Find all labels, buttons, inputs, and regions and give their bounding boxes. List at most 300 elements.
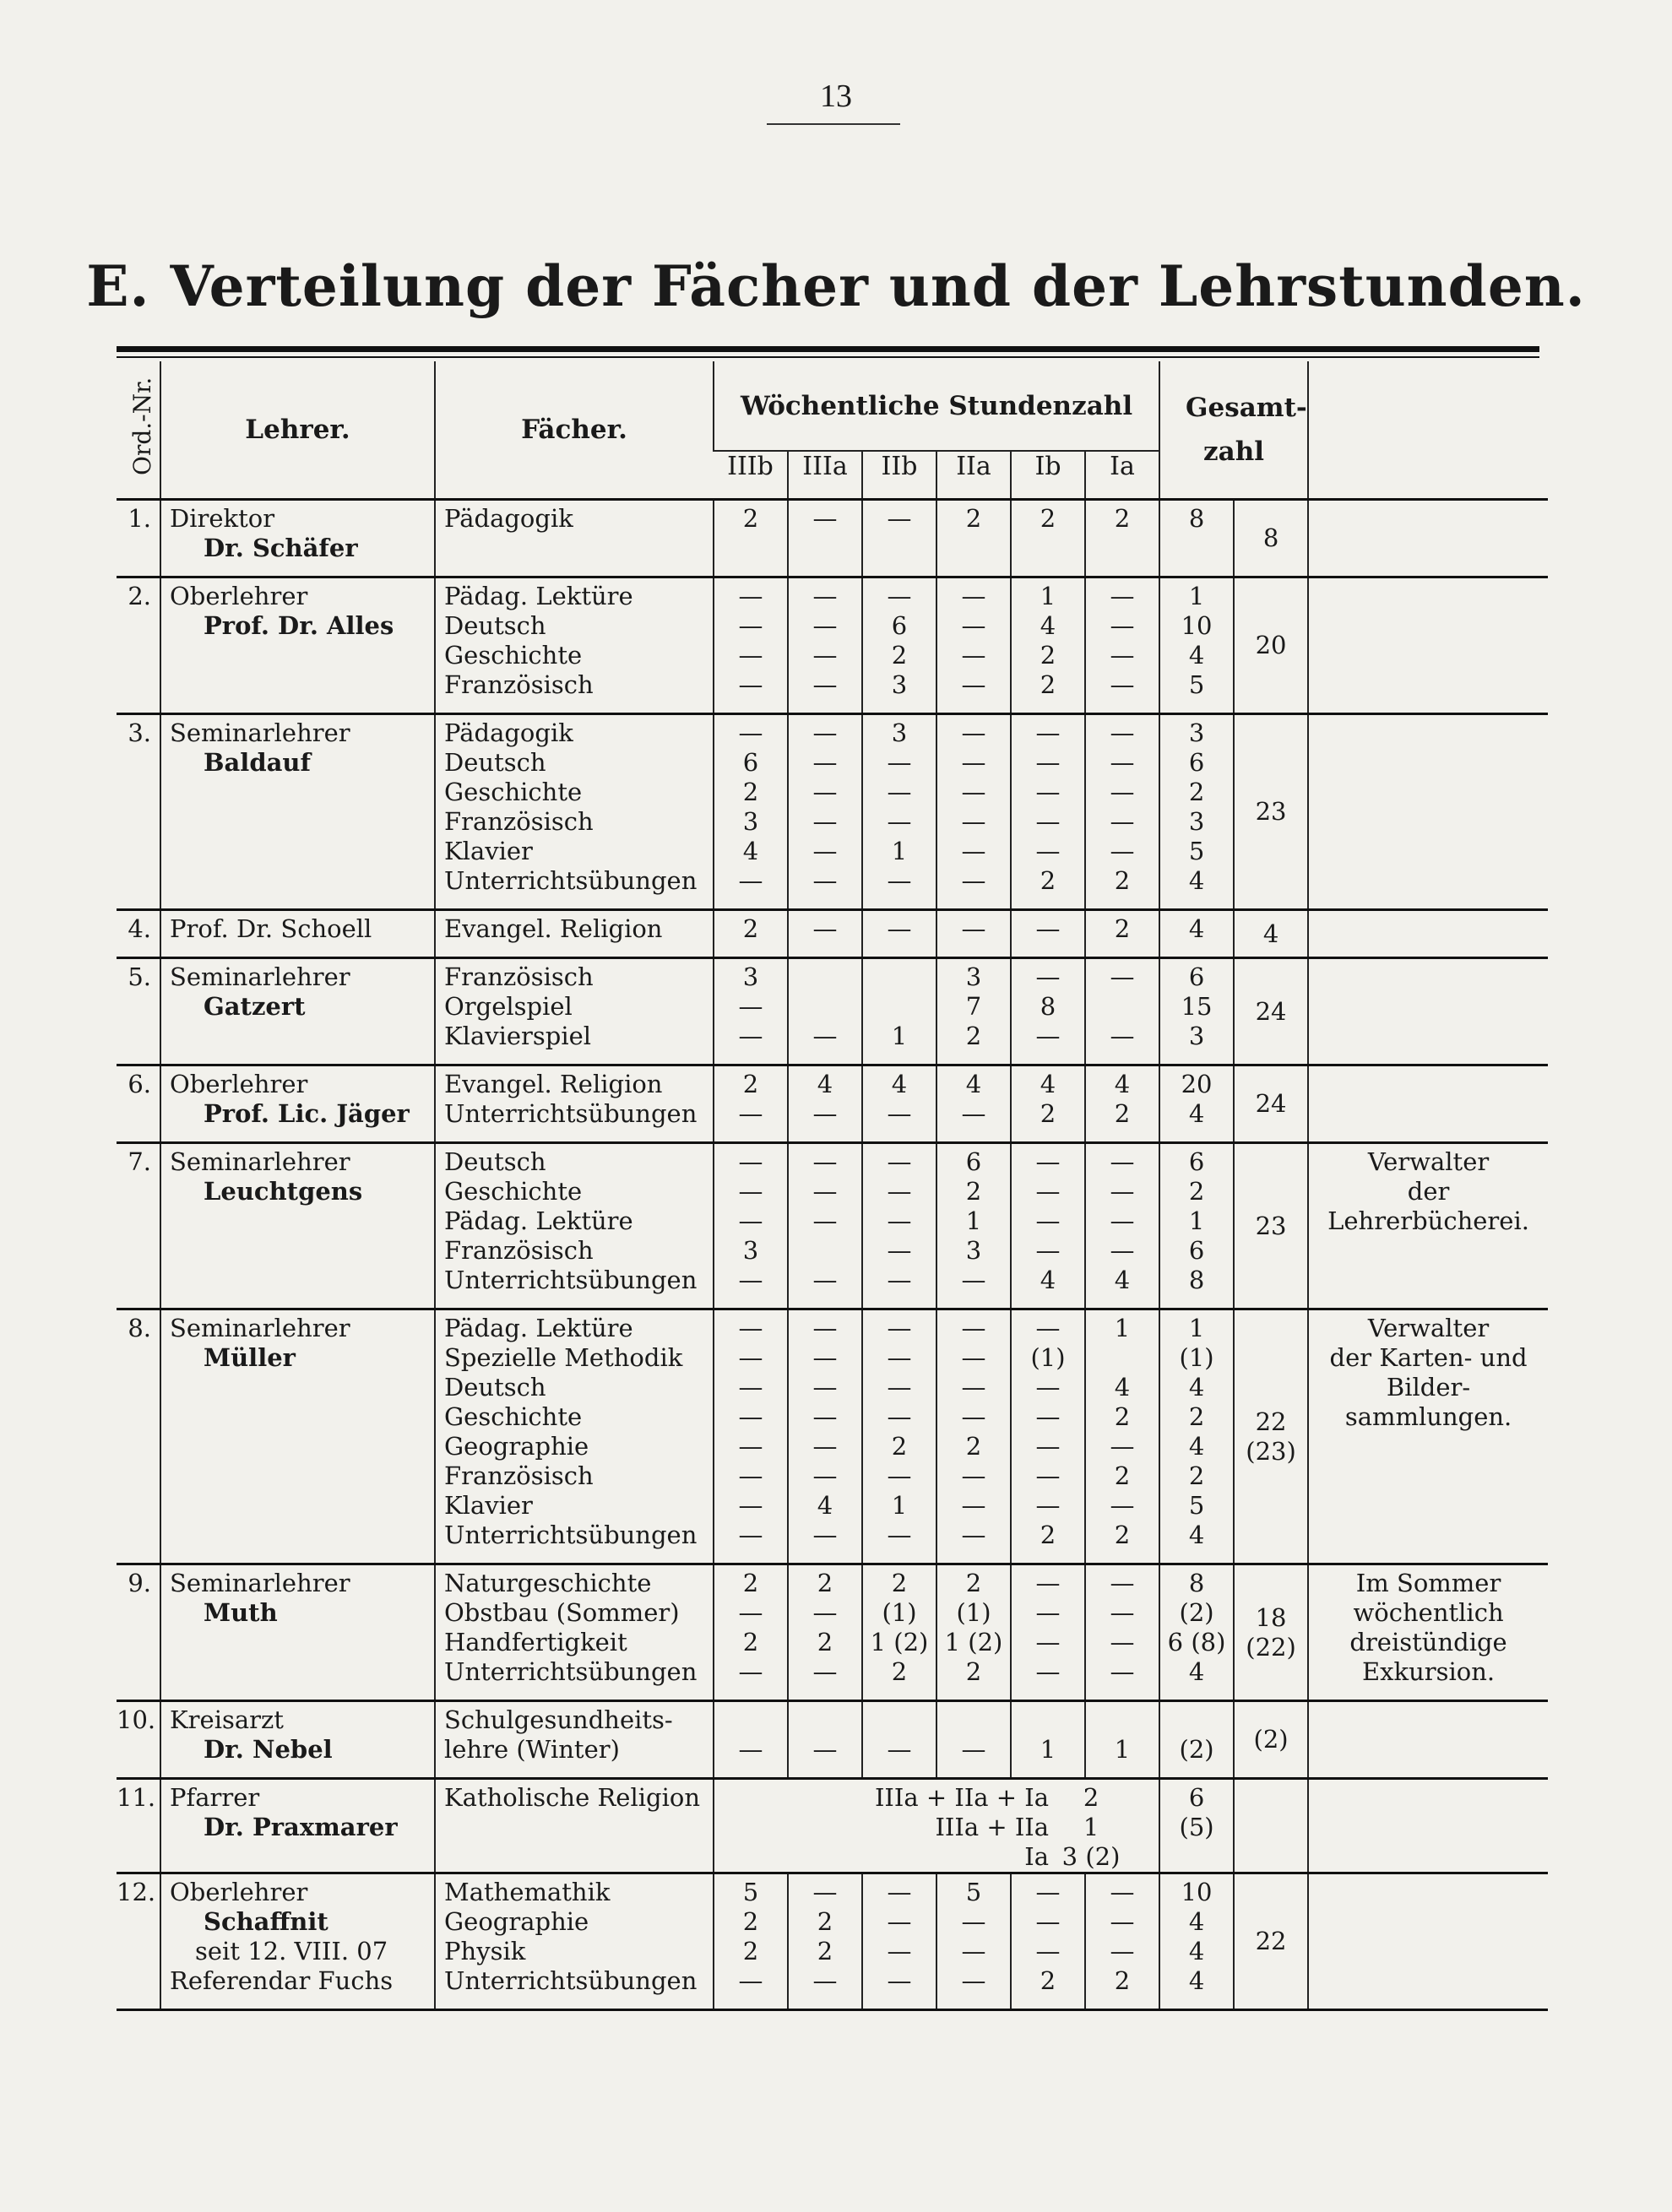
hours-line: 2	[742, 1628, 759, 1656]
hours-line: 1	[1040, 1735, 1056, 1764]
row-number: 1.	[117, 500, 160, 577]
hours-line: 4	[1040, 1070, 1056, 1098]
hours-line: —	[738, 1735, 763, 1764]
hours-line: —	[1110, 807, 1135, 836]
teacher-cell	[160, 1564, 435, 1701]
hours-line: —	[961, 1266, 986, 1294]
hours-line: —	[887, 1402, 912, 1431]
sum-line: 3	[1188, 718, 1205, 747]
hours-line: —	[887, 1314, 912, 1342]
hours-line: 2	[1040, 866, 1056, 895]
subject-line: Handfertigkeit	[444, 1628, 627, 1656]
hours-line: —	[961, 582, 986, 610]
hours-cell-IIIb	[714, 1309, 788, 1564]
hours-line: —	[887, 914, 912, 943]
hours-line: 2	[742, 1569, 759, 1597]
total-cell	[1234, 1065, 1308, 1143]
hours-line: 1	[891, 837, 908, 865]
hours-cell-Ib	[1011, 500, 1085, 577]
combined-hours-line	[714, 1842, 1133, 1872]
hours-line: —	[812, 1521, 838, 1549]
hours-cell-Ib	[1011, 1143, 1085, 1309]
hours-line: 2	[742, 1937, 759, 1965]
hours-cell-IIb	[862, 1309, 936, 1564]
hours-line: —	[812, 1099, 838, 1128]
sum-line: 4	[1188, 1373, 1205, 1401]
remark-line: Im Sommer	[1355, 1569, 1501, 1597]
remark-line: der Karten- und	[1329, 1343, 1528, 1372]
hours-cell-IIb	[862, 1143, 936, 1309]
hours-line: —	[812, 1402, 838, 1431]
hours-line: —	[738, 1402, 763, 1431]
teacher-line: Seminarlehrer	[170, 1569, 350, 1597]
remark-line: Verwalter	[1367, 1314, 1490, 1342]
total-cell	[1234, 910, 1308, 958]
total-value: 24	[1255, 996, 1287, 1026]
hours-line: —	[1110, 1147, 1135, 1176]
hours-line: —	[1110, 962, 1135, 991]
teacher-line: Pfarrer	[170, 1783, 260, 1812]
hours-line: —	[812, 504, 838, 533]
remark-line: dreistündige	[1349, 1628, 1507, 1656]
sum-line: 2	[1188, 1461, 1205, 1490]
sum-line: 5	[1188, 670, 1205, 699]
subject-line: Evangel. Religion	[444, 1070, 663, 1098]
hours-line: 2	[965, 1569, 982, 1597]
hours-line: —	[1035, 1628, 1061, 1656]
hours-cell-IIIb	[714, 958, 788, 1065]
total-cell	[1234, 1564, 1308, 1701]
subject-line: lehre (Winter)	[444, 1735, 620, 1764]
hours-line: —	[738, 1432, 763, 1461]
hours-line: —	[961, 1402, 986, 1431]
hours-line: —	[1110, 1569, 1135, 1597]
hours-cell-IIIa	[788, 1701, 862, 1779]
hours-line: —	[887, 1521, 912, 1549]
total-value: 20	[1255, 631, 1287, 659]
header-ord-nr: Ord.-Nr.	[128, 377, 156, 475]
hours-line: —	[1110, 1878, 1135, 1906]
combined-hours-line	[714, 1783, 1133, 1813]
teacher-cell	[160, 1701, 435, 1779]
hours-line: 2	[742, 778, 759, 806]
sum-line: 4	[1188, 641, 1205, 670]
hours-line	[863, 992, 936, 1022]
row-number: 5.	[117, 958, 160, 1065]
hours-cell-Ib	[1011, 1309, 1085, 1564]
remark-line: Bilder-	[1386, 1373, 1471, 1401]
hours-line: —	[961, 1461, 986, 1490]
hours-line: —	[887, 1177, 912, 1206]
hours-line: 7	[965, 992, 982, 1021]
subject-line: Französisch	[444, 670, 594, 699]
table-row	[117, 910, 1548, 958]
hours-line	[1012, 1705, 1084, 1735]
hours-line: 2	[1040, 670, 1056, 699]
hours-line: —	[1035, 1206, 1061, 1235]
subject-line: Französisch	[444, 807, 594, 836]
remark-cell	[1308, 500, 1548, 577]
hours-cell-Ia	[1085, 1065, 1159, 1143]
subject-line: Unterrichtsübungen	[444, 1521, 698, 1549]
sum-line: 8	[1188, 1266, 1205, 1294]
hours-line: 4	[891, 1070, 908, 1098]
hours-line: 3	[742, 1236, 759, 1265]
subject-line: Naturgeschichte	[444, 1569, 652, 1597]
teacher-cell	[160, 1873, 435, 2010]
sum-cell	[1159, 577, 1234, 714]
hours-line: —	[887, 582, 912, 610]
total-value: 22	[1255, 1407, 1287, 1436]
teacher-line: Oberlehrer	[170, 1878, 308, 1906]
hours-line: 4	[1040, 611, 1056, 640]
table-row	[117, 1143, 1548, 1309]
hours-line: —	[1110, 1907, 1135, 1936]
subjects-cell	[435, 500, 714, 577]
subject-line: Obstbau (Sommer)	[444, 1598, 680, 1627]
sum-line: 4	[1188, 914, 1205, 943]
total-value: 22	[1255, 1927, 1287, 1955]
hours-cell-Ia	[1085, 910, 1159, 958]
hours-line: —	[1035, 807, 1061, 836]
sum-line: 2	[1188, 1177, 1205, 1206]
remark-line: wöchentlich	[1353, 1598, 1504, 1627]
hours-line: —	[1110, 611, 1135, 640]
subject-line: Deutsch	[444, 1147, 546, 1176]
teacher-line: Kreisarzt	[170, 1705, 284, 1734]
row-number: 2.	[117, 577, 160, 714]
page-number: 13	[820, 79, 852, 114]
sum-line: 4	[1188, 1099, 1205, 1128]
total-value: (2)	[1253, 1725, 1289, 1754]
hours-line: 2	[1040, 1966, 1056, 1995]
hours-line: 1	[1114, 1735, 1131, 1764]
subject-line: Geographie	[444, 1907, 589, 1936]
sum-line: 1	[1188, 1206, 1205, 1235]
teacher-line: Schaffnit	[204, 1907, 328, 1936]
teacher-line: Oberlehrer	[170, 582, 308, 610]
sum-cell	[1159, 1779, 1234, 1873]
hours-line: —	[1035, 914, 1061, 943]
hours-line: 1	[965, 1206, 982, 1235]
subjects-cell	[435, 1873, 714, 2010]
hours-line: —	[1110, 641, 1135, 670]
teacher-cell	[160, 577, 435, 714]
page-number-rule	[767, 123, 900, 125]
hours-line: —	[887, 1735, 912, 1764]
table-row	[117, 1309, 1548, 1564]
remark-cell	[1308, 1873, 1548, 2010]
combined-classes: Ia	[1024, 1842, 1050, 1871]
hours-cell-Ib	[1011, 910, 1085, 958]
sum-line: 8	[1188, 1569, 1205, 1597]
hours-cell-IIIa	[788, 1065, 862, 1143]
hours-line: 4	[1114, 1070, 1131, 1098]
hours-cell-Ia	[1085, 714, 1159, 910]
hours-cell-IIIb	[714, 1143, 788, 1309]
sum-line: 2	[1188, 1402, 1205, 1431]
hours-line: —	[812, 1266, 838, 1294]
hours-line: —	[961, 1314, 986, 1342]
hours-cell-Ia	[1085, 1309, 1159, 1564]
header-class-Ia: Ia	[1085, 451, 1159, 500]
hours-line: (1)	[956, 1598, 991, 1627]
sum-line: 6	[1188, 1236, 1205, 1265]
hours-line: —	[1035, 748, 1061, 777]
teacher-line: Müller	[204, 1343, 296, 1372]
table-row	[117, 1564, 1548, 1701]
subject-line: Unterrichtsübungen	[444, 1266, 698, 1294]
hours-line	[1086, 1705, 1159, 1735]
sum-line: 6	[1188, 748, 1205, 777]
sum-cell	[1159, 1873, 1234, 2010]
hours-cell-IIIb	[714, 910, 788, 958]
sum-cell	[1159, 958, 1234, 1065]
subject-line: Unterrichtsübungen	[444, 1966, 698, 1995]
hours-line: 4	[742, 837, 759, 865]
subject-line: Schulgesundheits-	[444, 1705, 673, 1734]
hours-line: —	[812, 611, 838, 640]
hours-line: —	[812, 718, 838, 747]
teacher-line: Seminarlehrer	[170, 1314, 350, 1342]
hours-line: —	[1035, 1878, 1061, 1906]
hours-line: —	[1035, 1177, 1061, 1206]
hours-line: 2	[965, 504, 982, 533]
sum-cell	[1159, 1143, 1234, 1309]
remark-cell	[1308, 1143, 1548, 1309]
hours-cell-IIa	[936, 1309, 1011, 1564]
hours-line: —	[738, 1373, 763, 1401]
hours-cell-IIb	[862, 910, 936, 958]
sum-line: 4	[1188, 1657, 1205, 1686]
hours-line: 2	[1040, 1521, 1056, 1549]
sum-line: 6	[1188, 1147, 1205, 1176]
hours-line: 4	[1114, 1373, 1131, 1401]
table-row	[117, 577, 1548, 714]
hours-line: —	[738, 1147, 763, 1176]
combined-hours-line	[714, 1813, 1133, 1842]
hours-cell-Ib	[1011, 714, 1085, 910]
hours-line: —	[1035, 1937, 1061, 1965]
hours-line	[789, 962, 861, 992]
hours-line: 2	[1114, 1521, 1131, 1549]
header-class-Ib: Ib	[1011, 451, 1085, 500]
remark-cell	[1308, 714, 1548, 910]
hours-line: —	[812, 866, 838, 895]
hours-line: 6	[965, 1147, 982, 1176]
row-number: 10.	[117, 1701, 160, 1779]
hours-cell-IIIb	[714, 577, 788, 714]
hours-cell-IIa	[936, 714, 1011, 910]
hours-line: —	[738, 1099, 763, 1128]
hours-line: —	[812, 1147, 838, 1176]
teacher-line: Dr. Nebel	[204, 1735, 333, 1764]
remark-cell	[1308, 958, 1548, 1065]
hours-cell-IIb	[862, 1065, 936, 1143]
combined-classes: IIIa + IIa + Ia	[874, 1783, 1050, 1812]
total-cell	[1234, 1873, 1308, 2010]
hours-line: —	[1035, 1373, 1061, 1401]
hours-line: —	[738, 1343, 763, 1372]
table-row	[117, 1873, 1548, 2010]
hours-cell-IIIa	[788, 1873, 862, 2010]
hours-line: —	[1110, 582, 1135, 610]
total-value-alt: (22)	[1246, 1632, 1296, 1662]
teacher-line: Seminarlehrer	[170, 718, 350, 747]
hours-line: —	[1110, 778, 1135, 806]
hours-line: —	[961, 1373, 986, 1401]
hours-line: 4	[1114, 1266, 1131, 1294]
subject-line: Pädag. Lektüre	[444, 1206, 633, 1235]
hours-cell-IIIa	[788, 1309, 862, 1564]
hours-cell-IIIa	[788, 500, 862, 577]
header-total: Gesamt- zahl	[1159, 361, 1308, 500]
row-number: 3.	[117, 714, 160, 910]
hours-cell-IIIb	[714, 500, 788, 577]
subject-line: Geographie	[444, 1432, 589, 1461]
hours-line: —	[812, 1343, 838, 1372]
hours-cell-IIIb	[714, 1065, 788, 1143]
hours-cell-IIIb	[714, 1564, 788, 1701]
teacher-line: Prof. Lic. Jäger	[204, 1099, 410, 1128]
hours-line: —	[812, 1314, 838, 1342]
hours-line: —	[1110, 1177, 1135, 1206]
hours-line: —	[1035, 1491, 1061, 1520]
sum-line: 4	[1188, 1521, 1205, 1549]
hours-line: 1	[1114, 1314, 1131, 1342]
hours-cell-IIa	[936, 500, 1011, 577]
subjects-cell	[435, 577, 714, 714]
hours-line: 1	[891, 1491, 908, 1520]
hours-line: 2	[1114, 504, 1131, 533]
sum-line: 4	[1188, 1432, 1205, 1461]
hours-cell-IIb	[862, 500, 936, 577]
hours-line: —	[738, 992, 763, 1021]
sum-line: 4	[1188, 1937, 1205, 1965]
hours-line: —	[812, 641, 838, 670]
hours-line: 2	[742, 914, 759, 943]
hours-line: —	[738, 1314, 763, 1342]
hours-cell-Ib	[1011, 1564, 1085, 1701]
hours-line: 2	[742, 1907, 759, 1936]
hours-line: —	[1035, 718, 1061, 747]
teacher-line: Seminarlehrer	[170, 962, 350, 991]
subject-line: Französisch	[444, 1461, 594, 1490]
hours-cell-IIa	[936, 1564, 1011, 1701]
header-weekly-hours: Wöchentliche Stundenzahl	[714, 361, 1159, 451]
sum-line: 1	[1188, 582, 1205, 610]
total-cell	[1234, 714, 1308, 910]
hours-line: —	[1110, 718, 1135, 747]
hours-line: —	[738, 641, 763, 670]
hours-line: —	[1035, 1907, 1061, 1936]
hours-cell-IIIa	[788, 577, 862, 714]
hours-line: —	[738, 1966, 763, 1995]
sum-line	[1160, 1705, 1233, 1735]
hours-cell-IIb	[862, 958, 936, 1065]
hours-line: 3	[965, 1236, 982, 1265]
combined-hours-value: 2	[1083, 1783, 1099, 1812]
subject-line: Katholische Religion	[444, 1783, 700, 1812]
subjects-cell	[435, 1779, 714, 1873]
header-class-IIIa: IIIa	[788, 451, 862, 500]
hours-line: —	[812, 1461, 838, 1490]
hours-line: —	[812, 1206, 838, 1235]
sum-line: 8	[1188, 504, 1205, 533]
hours-cell-Ia	[1085, 500, 1159, 577]
sum-line: (2)	[1179, 1735, 1214, 1764]
subject-line: Unterrichtsübungen	[444, 866, 698, 895]
table-row	[117, 1065, 1548, 1143]
remark-cell	[1308, 1564, 1548, 1701]
total-cell	[1234, 1779, 1308, 1873]
hours-line: —	[812, 582, 838, 610]
subject-line: Geschichte	[444, 778, 583, 806]
sum-line: 4	[1188, 866, 1205, 895]
teacher-cell	[160, 500, 435, 577]
teacher-line: seit 12. VIII. 07	[195, 1937, 388, 1965]
hours-line: —	[961, 748, 986, 777]
sum-cell	[1159, 1564, 1234, 1701]
hours-line: —	[887, 1206, 912, 1235]
subjects-cell	[435, 1701, 714, 1779]
hours-line: —	[887, 1461, 912, 1490]
remark-line: Verwalter	[1367, 1147, 1490, 1176]
subjects-cell	[435, 1564, 714, 1701]
hours-line: —	[1110, 670, 1135, 699]
subject-line: Französisch	[444, 962, 594, 991]
hours-line: 2	[817, 1937, 833, 1965]
sum-cell	[1159, 500, 1234, 577]
hours-cell-IIa	[936, 1143, 1011, 1309]
hours-line: —	[812, 1432, 838, 1461]
hours-line: 6	[742, 748, 759, 777]
remark-cell	[1308, 577, 1548, 714]
hours-line: 3	[891, 718, 908, 747]
hours-line: 2	[1114, 1099, 1131, 1128]
hours-line: —	[887, 1236, 912, 1265]
hours-line: 2	[891, 1569, 908, 1597]
hours-line: —	[961, 718, 986, 747]
hours-line: —	[887, 748, 912, 777]
hours-line: —	[961, 1521, 986, 1549]
sum-line: (2)	[1179, 1598, 1214, 1627]
subject-line: Geschichte	[444, 1177, 583, 1206]
subjects-cell	[435, 958, 714, 1065]
hours-cell-Ib	[1011, 1701, 1085, 1779]
hours-line: —	[1110, 1598, 1135, 1627]
teacher-line: Prof. Dr. Schoell	[170, 914, 372, 943]
hours-line: —	[812, 1966, 838, 1995]
hours-line: —	[812, 914, 838, 943]
hours-line: —	[738, 1022, 763, 1050]
teacher-line: Leuchtgens	[204, 1177, 363, 1206]
hours-line: 1	[891, 1022, 908, 1050]
hours-line: 1 (2)	[870, 1628, 929, 1656]
hours-line: 4	[1040, 1266, 1056, 1294]
teacher-line: Prof. Dr. Alles	[204, 611, 394, 640]
hours-line: —	[738, 582, 763, 610]
hours-line: —	[961, 1343, 986, 1372]
total-value-alt: (23)	[1246, 1436, 1296, 1466]
hours-line: —	[1035, 778, 1061, 806]
header-teacher: Lehrer.	[160, 361, 435, 500]
hours-line: 2	[817, 1569, 833, 1597]
hours-cell-Ia	[1085, 958, 1159, 1065]
total-value: 23	[1255, 1211, 1287, 1240]
row-number: 12.	[117, 1873, 160, 2010]
hours-line	[1086, 992, 1159, 1022]
